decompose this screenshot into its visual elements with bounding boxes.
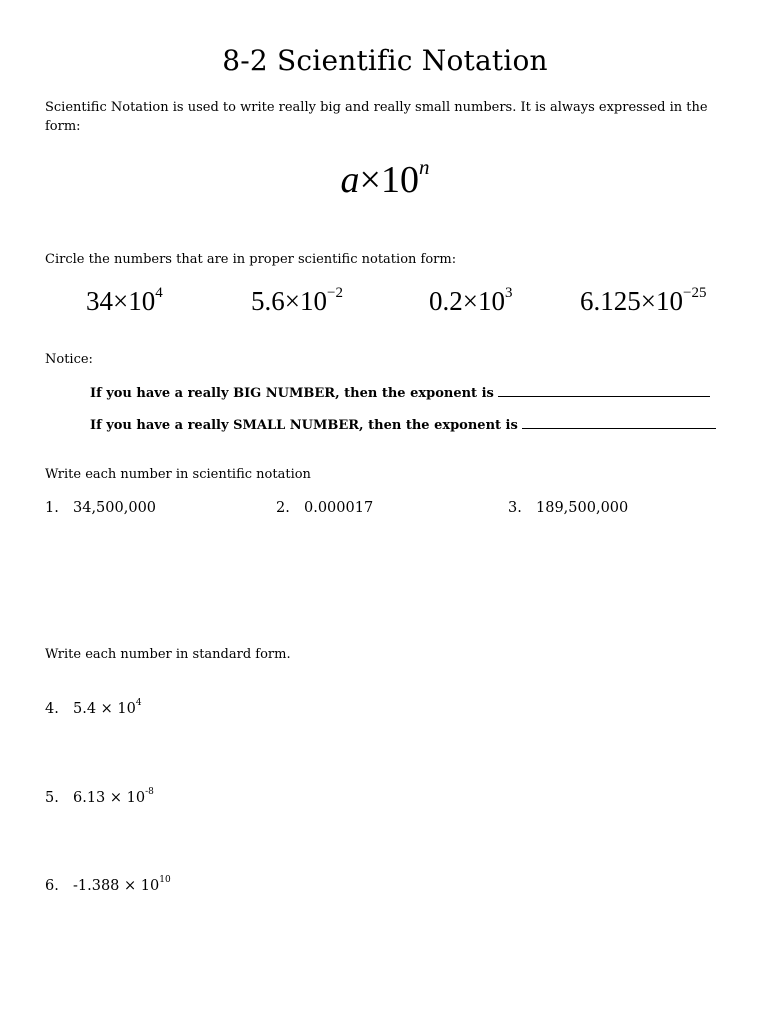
circle-option-base: 0.2×10 [429,286,505,316]
circle-prompt: Circle the numbers that are in proper scientific notation form: [45,252,457,267]
circle-option-2[interactable] [251,286,343,317]
formula-exponent: n [418,155,430,180]
notice-small-text: If you have a really SMALL NUMBER, then the exponent is [90,418,518,433]
circle-option-exponent: −25 [682,285,707,301]
answer-blank-small[interactable] [522,416,716,429]
circle-option-exponent: −2 [326,285,343,301]
circle-option-exponent: 3 [504,285,513,301]
problem-value: 0.000017 [304,500,374,516]
circle-option-exponent: 4 [155,285,163,301]
notice-label: Notice: [45,352,93,367]
formula-coefficient: a [340,159,360,201]
scientific-notation-formula [0,155,770,202]
problem-6 [45,877,171,894]
problem-2 [276,500,373,516]
formula-times-ten: ×10 [359,159,419,201]
problem-value: 34,500,000 [73,500,157,516]
problem-number: 6. [45,877,59,894]
problem-3 [508,500,628,516]
notice-big-number [90,384,710,401]
section-scientific-prompt: Write each number in scientific notation [45,467,311,482]
problem-number: 2. [276,500,290,516]
problem-number: 1. [45,500,59,516]
circle-option-base: 6.125×10 [580,286,683,316]
circle-option-base: 34×10 [86,286,156,316]
problem-exponent: 10 [159,875,171,885]
problem-value: -1.388 × 10 [73,877,160,894]
circle-option-1[interactable] [86,286,163,317]
circle-option-3[interactable] [429,286,512,317]
problem-value: 6.13 × 10 [73,789,146,806]
problem-number: 5. [45,789,59,806]
problem-4 [45,700,142,717]
notice-big-text: If you have a really BIG NUMBER, then the exponent is [90,386,494,401]
intro-paragraph: Scientific Notation is used to write really big and really small numbers. It is always expressed in the form: [45,100,708,134]
problem-value: 189,500,000 [536,500,629,516]
problem-1 [45,500,156,516]
notice-small-number [90,416,716,433]
problem-number: 4. [45,700,59,717]
problem-exponent: 4 [135,698,142,708]
circle-option-4[interactable] [580,286,706,317]
circle-option-base: 5.6×10 [251,286,327,316]
problem-number: 3. [508,500,522,516]
page-title: 8-2 Scientific Notation [222,44,548,77]
problem-5 [45,789,154,806]
answer-blank-big[interactable] [498,384,710,397]
section-standard-prompt: Write each number in standard form. [45,647,291,662]
problem-value: 5.4 × 10 [73,700,136,717]
problem-exponent: -8 [145,787,154,797]
